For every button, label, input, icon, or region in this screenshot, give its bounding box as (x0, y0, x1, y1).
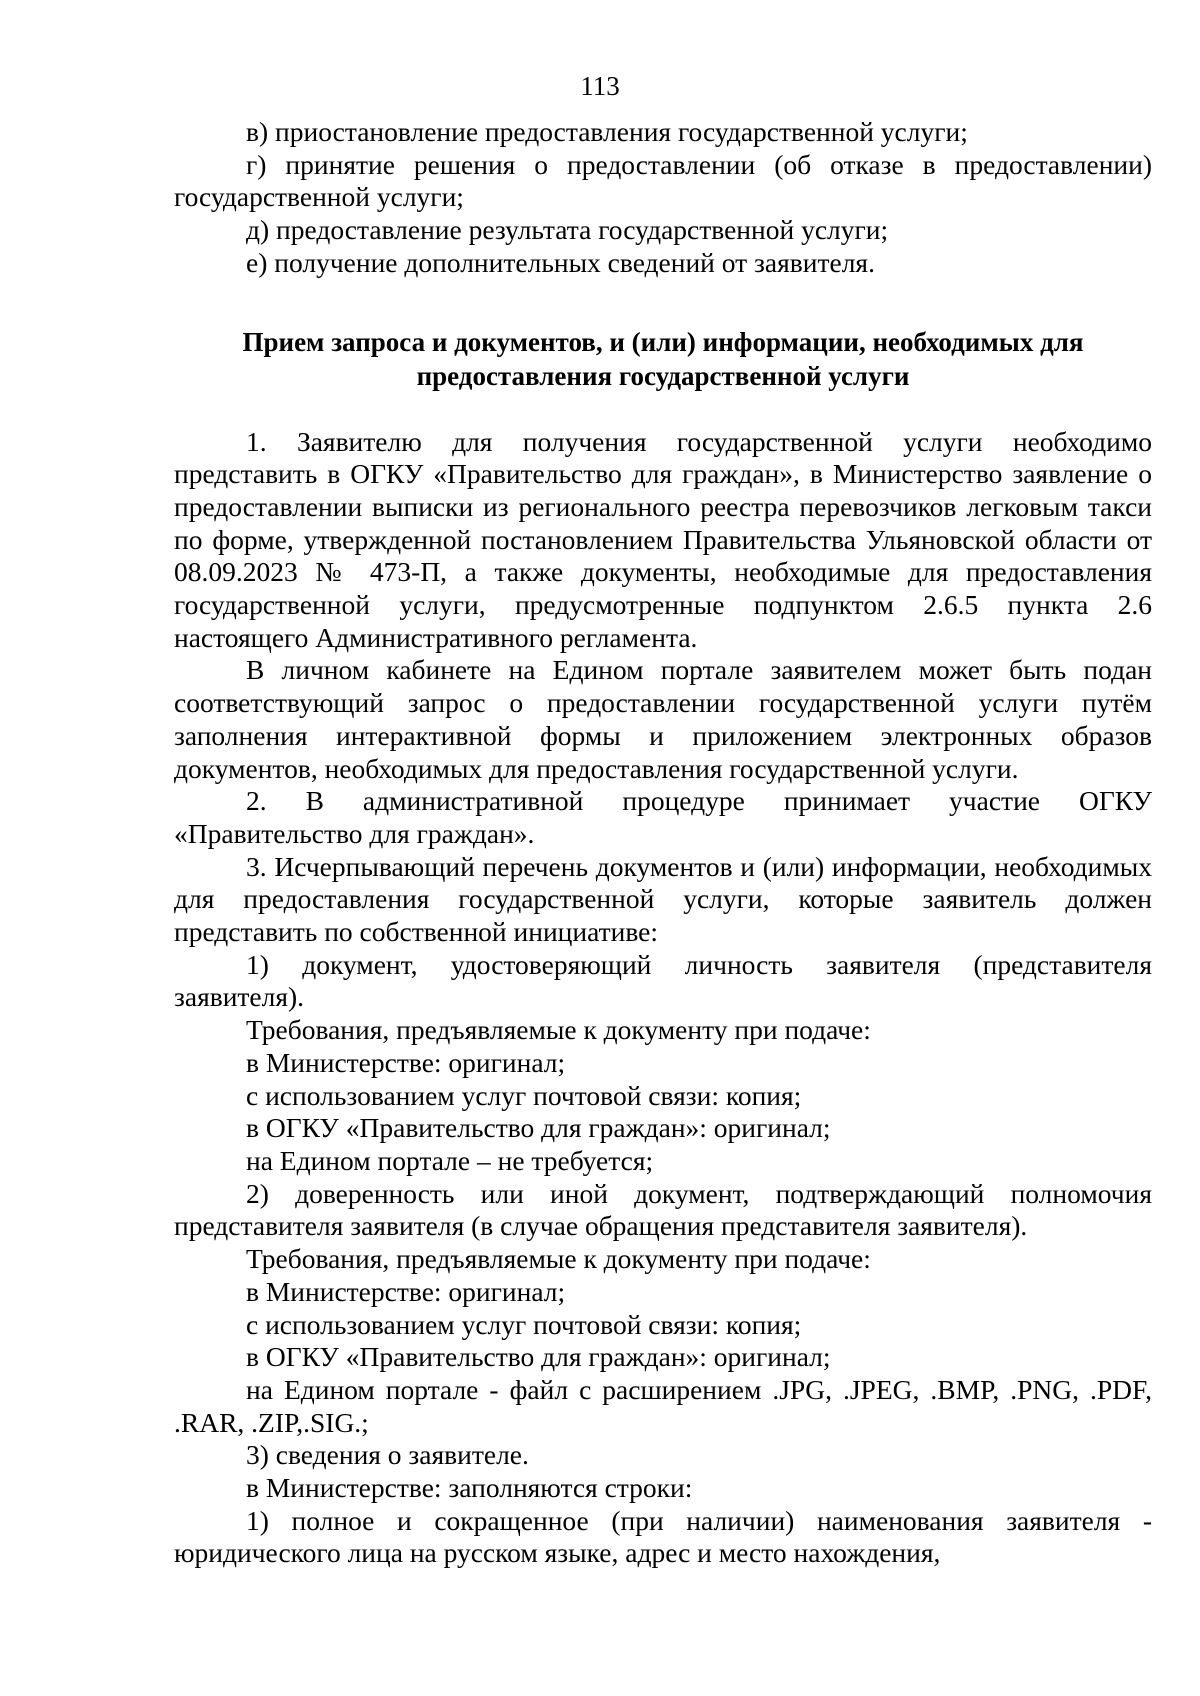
ministry-fill-label: в Министерстве: заполняются строки: (246, 1472, 693, 1504)
list-item-e: е) получение дополнительных сведений от заявителя. (246, 246, 875, 278)
list-item-d: д) предоставление результата государственной услуги; (246, 214, 889, 246)
doc-item-3: 3) сведения о заявителе. (246, 1439, 529, 1471)
list-item-g: г) принятие решения о предоставлении (об отказе в предоставлении) государственной услуги; (174, 148, 1152, 213)
list-item-v: в) приостановление предоставления государственной услуги; (246, 116, 968, 147)
page-number: 113 (580, 71, 620, 101)
requirement-ministry-2: в Министерстве: оригинал; (246, 1275, 566, 1307)
paragraph-3: 3. Исчерпывающий перечень документов и (или) информации, необходимых для предоставления государственной услуги, которые заявитель должен представить по собственной инициативе: (174, 850, 1152, 948)
requirements-label-2: Требования, предъявляемые к документу при подаче: (246, 1243, 871, 1275)
paragraph-2: 2. В административной процедуре принимает участие ОГКУ «Правительство для граждан». (174, 785, 1152, 849)
requirement-ministry: в Министерстве: оригинал; (246, 1046, 566, 1078)
paragraph-1: 1. Заявителю для получения государственной услуги необходимо представить в ОГКУ «Правительство для граждан», в Министерство заявление о предоставлении выписки из регионального реестра перевозчиков легковым такси по форме, утвержденной постановлением Правительства Ульяновской области от 08.09.2023 № 473-П, а также документы, необходимые для предоставления государственной услуги, предусмотренные подпунктом 2.6.5 пункта 2.6 настоящего Административного регламента. (174, 425, 1152, 653)
requirement-ogku-2: в ОГКУ «Правительство для граждан»: оригинал; (246, 1341, 831, 1373)
requirement-portal-2: на Едином портале - файл с расширением .JPG, .JPEG, .BMP, .PNG, .PDF, .RAR, .ZIP,.SIG.; (174, 1373, 1152, 1438)
document-body (174, 116, 1152, 1570)
requirement-post-2: с использованием услуг почтовой связи: копия; (246, 1308, 802, 1340)
requirement-ogku: в ОГКУ «Правительство для граждан»: оригинал; (246, 1112, 831, 1144)
doc-item-2: 2) доверенность или иной документ, подтверждающий полномочия представителя заявителя (в случае обращения представителя заявителя). (174, 1177, 1152, 1242)
doc-item-1: 1) документ, удостоверяющий личность заявителя (представителя заявителя). (174, 948, 1152, 1013)
requirements-label: Требования, предъявляемые к документу при подаче: (246, 1014, 871, 1046)
section-heading: Прием запроса и документов, и (или) информации, необходимых для предоставления государственной услуги (242, 326, 1084, 391)
requirement-post: с использованием услуг почтовой связи: копия; (246, 1079, 802, 1111)
paragraph-portal: В личном кабинете на Едином портале заявителем может быть подан соответствующий запрос о предоставлении государственной услуги путём заполнения интерактивной формы и приложением электронных образов документов, необходимых для предоставления государственной услуги. (174, 654, 1152, 784)
requirement-portal: на Едином портале – не требуется; (246, 1144, 654, 1176)
fill-item-1: 1) полное и сокращенное (при наличии) наименования заявителя - юридического лица на русском языке, адрес и место нахождения, (174, 1504, 1152, 1569)
